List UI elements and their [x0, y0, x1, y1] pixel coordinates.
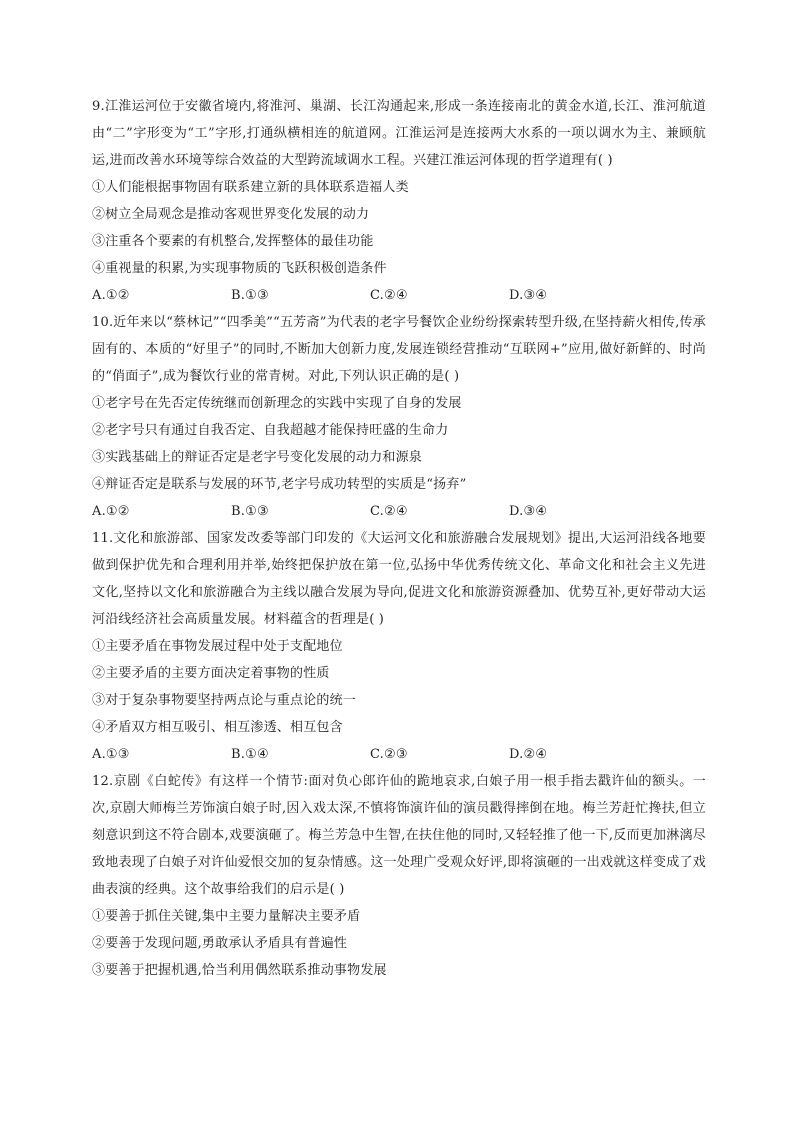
option-3: ③注重各个要素的有机整合,发挥整体的最佳功能 [92, 234, 374, 249]
choice-a: A.①② [92, 288, 130, 303]
question-stem: 11.文化和旅游部、国家发改委等部门印发的《大运河文化和旅游融合发展规划》提出,大运河沿线各地要做到保护优先和合理利用并举,始终把保护放在第一位,弘扬中华优秀传统文化、革命文化和社会主义先进文化,坚持以文化和旅游融合为主线以融合发展为导向,促进文化和旅游资源叠加、优势互补,更好带动大运河沿线经济社会高质量发展。材料蕴含的哲理是( ) [92, 531, 706, 627]
option-2: ②树立全局观念是推动客观世界变化发展的动力 [92, 207, 370, 222]
choice-c: C.②③ [370, 747, 408, 762]
choice-d: D.③④ [509, 504, 548, 519]
choice-b: B.①③ [231, 504, 269, 519]
option-1: ①主要矛盾在事物发展过程中处于支配地位 [92, 639, 343, 654]
answer-choices [92, 741, 706, 768]
option-3: ③对于复杂事物要坚持两点论与重点论的统一 [92, 693, 357, 708]
choice-b: B.①③ [231, 288, 269, 303]
question-11 [92, 525, 706, 768]
choice-a: A.①③ [92, 747, 130, 762]
choice-a: A.①② [92, 504, 130, 519]
choice-c: C.②④ [370, 504, 408, 519]
question-10 [92, 309, 706, 525]
choice-c: C.②④ [370, 288, 408, 303]
exam-page [92, 93, 706, 984]
option-2: ②要善于发现问题,勇敢承认矛盾具有普遍性 [92, 936, 348, 951]
question-stem: 12.京剧《白蛇传》有这样一个情节:面对负心郎许仙的跪地哀求,白娘子用一根手指去戳许仙的额头。一次,京剧大师梅兰芳饰演白娘子时,因入戏太深,不慎将饰演许仙的演员戳得摔倒在地。梅兰芳赶忙搀扶,但立刻意识到这不符合剧本,戏要演砸了。梅兰芳急中生智,在扶住他的同时,又轻轻推了他一下,反而更加淋漓尽致地表现了白娘子对许仙爱恨交加的复杂情感。这一处理广受观众好评,即将演砸的一出戏就这样变成了戏曲表演的经典。这个故事给我们的启示是( ) [92, 774, 706, 897]
option-1: ①人们能根据事物固有联系建立新的具体联系造福人类 [92, 180, 409, 195]
option-4: ④矛盾双方相互吸引、相互渗透、相互包含 [92, 720, 343, 735]
question-stem: 9.江淮运河位于安徽省境内,将淮河、巢湖、长江沟通起来,形成一条连接南北的黄金水道,长江、淮河航道由“二”字形变为“工”字形,打通纵横相连的航道网。江淮运河是连接两大水系的一项以调水为主、兼顾航运,进而改善水环境等综合效益的大型跨流域调水工程。兴建江淮运河体现的哲学道理有( ) [92, 99, 706, 168]
choice-b: B.①④ [231, 747, 269, 762]
option-2: ②老字号只有通过自我否定、自我超越才能保持旺盛的生命力 [92, 423, 449, 438]
answer-choices [92, 498, 706, 525]
option-1: ①老字号在先否定传统继而创新理念的实践中实现了自身的发展 [92, 396, 462, 411]
question-12 [92, 768, 706, 984]
option-4: ④辩证否定是联系与发展的环节,老字号成功转型的实质是“扬弃” [92, 477, 467, 492]
option-3: ③要善于把握机遇,恰当利用偶然联系推动事物发展 [92, 963, 387, 978]
option-2: ②主要矛盾的主要方面决定着事物的性质 [92, 666, 330, 681]
question-9 [92, 93, 706, 309]
option-1: ①要善于抓住关键,集中主要力量解决主要矛盾 [92, 909, 361, 924]
question-stem: 10.近年来以“蔡林记”“四季美”“五芳斋”为代表的老字号餐饮企业纷纷探索转型升级,在坚持薪火相传,传承固有的、本质的“好里子”的同时,不断加大创新力度,发展连锁经营推动“互联网+”应用,做好新鲜的、时尚的“俏面子”,成为餐饮行业的常青树。对此,下列认识正确的是( ) [92, 315, 706, 384]
option-4: ④重视量的积累,为实现事物质的飞跃积极创造条件 [92, 261, 387, 276]
choice-d: D.②④ [509, 747, 548, 762]
option-3: ③实践基础上的辩证否定是老字号变化发展的动力和源泉 [92, 450, 423, 465]
choice-d: D.③④ [509, 288, 548, 303]
answer-choices [92, 282, 706, 309]
